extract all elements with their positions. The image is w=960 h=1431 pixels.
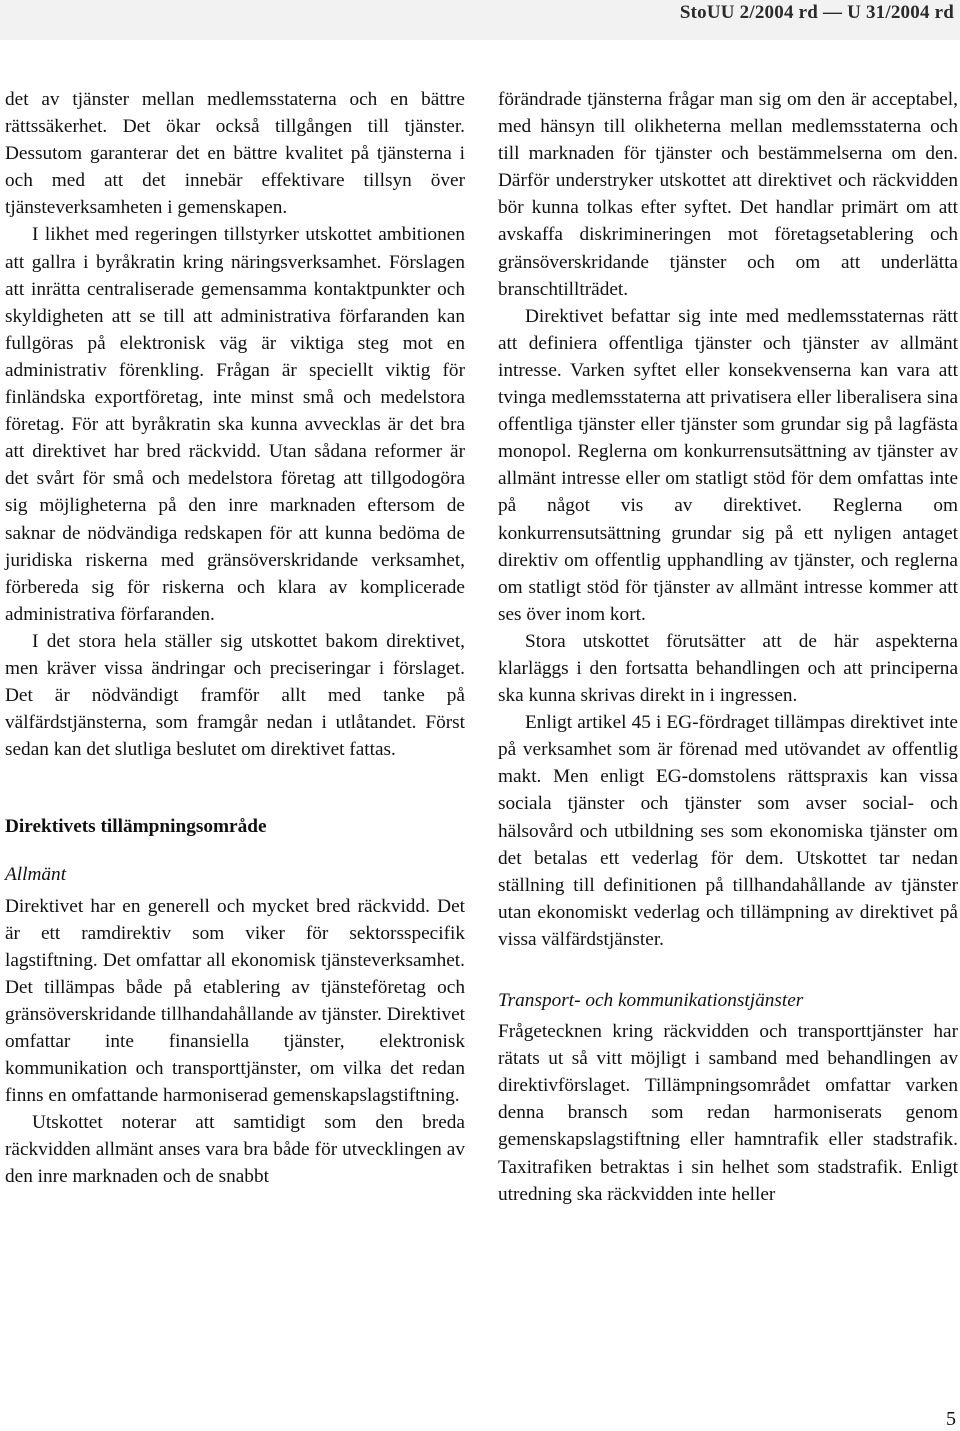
paragraph: Frågetecknen kring räckvidden och transporttjänster har rätats ut så vitt möjligt i samband med behandlingen av direktivförslaget. Tillämpningsområdet omfattar varken denna bransch som redan harmoniserats genom gemenskapslagstiftning eller hamntrafik eller stadstrafik. Taxitrafiken betraktas i sin helhet som stadstrafik. Enligt utredning ska räckvidden inte heller: [498, 1021, 958, 1205]
paragraph: Enligt artikel 45 i EG-fördraget tillämpas direktivet inte på verksamhet som är förenad med utövandet av offentlig makt. Men enligt EG-domstolens rättspraxis kan vissa sociala tjänster och tjänster som avser social- och hälsovård och utbildning ses som ekonomiska tjänster om det betalas ett vederlag för dem. Utskottet tar nedan ställning till definitionen på tillhandahållande av tjänster utan ekonomiskt vederlag och tillämpning av direktivet på vissa välfärdstjänster.: [498, 712, 958, 950]
paragraph: Utskottet noterar att samtidigt som den breda räckvidden allmänt anses vara bra både för utvecklingen av den inre marknaden och de snabbt: [5, 1112, 465, 1188]
section-heading: Direktivets tillämpningsområde: [5, 816, 267, 838]
right-column: [498, 86, 958, 1208]
subheading: Transport- och kommunikationstjänster: [498, 990, 804, 1011]
paragraph: Direktivet har en generell och mycket bred räckvidd. Det är ett ramdirektiv som viker för sektorsspecifik lagstiftning. Det omfattar all ekonomisk tjänsteverksamhet. Det tillämpas både på etablering av tjänsteföretag och gränsöverskridande tillhandahållande av tjänster. Direktivet omfattar inte finansiella tjänster, elektronisk kommunikation och transporttjänster, om vilka det redan finns en omfattande harmoniserad gemenskapslagstiftning.: [5, 895, 465, 1107]
paragraph: det av tjänster mellan medlemsstaterna och en bättre rättssäkerhet. Det ökar också tillgången till tjänster. Dessutom garanterar det en bättre kvalitet på tjänsterna i och med att det innebär effektivare tillsyn över tjänsteverksamheten i gemenskapen.: [5, 89, 465, 219]
paragraph: förändrade tjänsterna frågar man sig om den är acceptabel, med hänsyn till olikheterna mellan medlemsstaterna och till marknaden för tjänster och bestämmelserna om den. Därför understryker utskottet att direktivet och räckvidden bör kunna tolkas efter syftet. Det handlar primärt om att avskaffa diskrimineringen mot företagsetablering och gränsöverskridande tjänster och om att underlätta branschtillträdet.: [498, 89, 958, 300]
document-reference: StoUU 2/2004 rd — U 31/2004 rd: [679, 2, 954, 23]
paragraph: Direktivet befattar sig inte med medlemsstaternas rätt att definiera offentliga tjänster och tjänster av allmänt intresse. Varken syftet eller konsekvenserna kan vara att tvinga medlemsstaterna att privatisera eller liberalisera sina offentliga tjänster eller tjänster som grundar sig på lagfästa monopol. Reglerna om konkurrensutsättning av tjänster av allmänt intresse eller om statligt stöd för dem omfattas inte på något vis av direktivet. Reglerna om konkurrensutsättning grundar sig på ett nyligen antaget direktiv om offentlig upphandling av tjänster, och reglerna om statligt stöd för tjänster av allmänt intresse kommer att ses över inom kort.: [498, 305, 958, 625]
left-column: [5, 86, 465, 1191]
paragraph: I det stora hela ställer sig utskottet bakom direktivet, men kräver vissa ändringar och preciseringar i förslaget. Det är nödvändigt framför allt med tanke på välfärdstjänsterna, som framgår nedan i utlåtandet. Först sedan kan det slutliga beslutet om direktivet fattas.: [5, 630, 465, 761]
subheading: Allmänt: [5, 864, 67, 886]
paragraph: I likhet med regeringen tillstyrker utskottet ambitionen att gallra i byråkratin kring näringsverksamhet. Förslagen att inrätta centraliserade gemensamma kontaktpunkter och skyldigheten att se till att administrativa förfaranden kan fullgöras på elektronisk väg är viktiga steg mot en administrativ förenkling. Frågan är speciellt viktig för finländska exportföretag, inte minst små och medelstora företag. För att byråkratin ska kunna avvecklas är det bra att direktivet har bred räckvidd. Utan sådana reformer är det svårt för små och medelstora företag att tillgodogöra sig möjligheterna på den inre marknaden eftersom de saknar de nödvändiga redskapen för att kunna bedöma de juridiska riskerna med gränsöverskridande verksamhet, förbereda sig för riskerna och klara av komplicerade administrativa förfaranden.: [5, 224, 465, 625]
paragraph: Stora utskottet förutsätter att de här aspekterna klarläggs i den fortsatta behandlingen och att principerna ska kunna skrivas direkt in i ingressen.: [498, 630, 958, 707]
page-header: [0, 0, 960, 40]
page-number: 5: [946, 1408, 956, 1430]
